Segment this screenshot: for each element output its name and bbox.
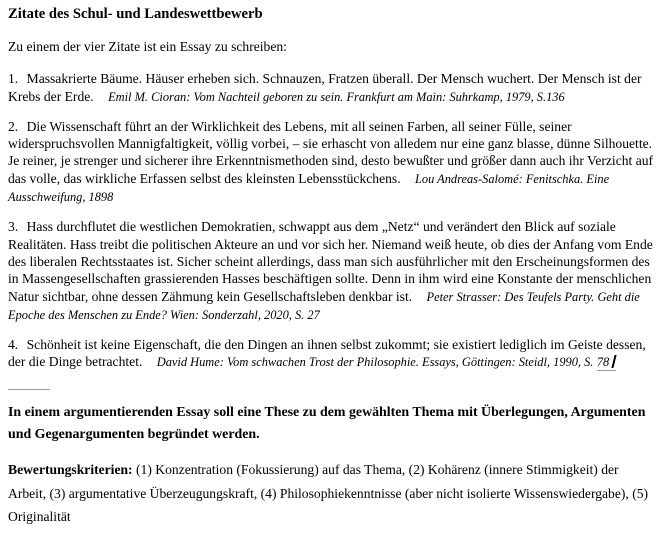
document-title: Zitate des Schul- und Landeswettbewerb xyxy=(8,6,263,22)
quote-4-text: Schönheit ist keine Eigenschaft, die den Dingen an ihnen selbst zukommt; sie existiert lediglich im Geiste dessen, der die Dinge betrachtet. xyxy=(8,337,646,370)
quote-2-citation: Lou Andreas-Salomé: Fenitschka. Eine Ausschweifung, 1898 xyxy=(8,171,610,205)
quote-2-paragraph xyxy=(8,118,655,206)
quote-3-citation: Peter Strasser: Des Teufels Party. Geht die Epoche des Menschen zu Ende? Wien: Sonderzahl, 2020, S. 27 xyxy=(8,289,640,322)
text-cursor xyxy=(612,355,617,368)
quote-1-citation: Emil M. Cioran: Vom Nachteil geboren zu sein. Frankfurt am Main: Suhrkamp, 1979, S.136 xyxy=(108,89,565,104)
intro-line: Zu einem der vier Zitate ist ein Essay zu schreiben: xyxy=(8,39,287,54)
criteria-label: Bewertungskriterien: xyxy=(8,462,133,478)
quote-4-paragraph xyxy=(8,336,655,390)
quote-4-citation: David Hume: Vom schwachen Trost der Philosophie. Essays, Göttingen: Steidl, 1990, S. xyxy=(156,355,594,370)
task-statement: In einem argumentierenden Essay soll eine These zu dem gewählten Thema mit Überlegungen, Argumenten und Gegenargumenten begründet werden. xyxy=(8,405,646,442)
quote-4-number: 4. xyxy=(8,337,19,353)
quote-3-text: Hass durchflutet die westlichen Demokratien, schwappt aus dem „Netz“ und verändert den Blick auf soziale Realitäten. Hass treibt die politischen Akteure an und vor sich her. Niemand weiß heute, ob dies der Anfang vom Ende des liberalen Rechtsstaates ist. Sicher scheint allerdings, dass man sich ausführlicher mit den Erscheinungsformen des in Massengesellschaften grassierenden Hasses beschäftigen sollte. Denn in ihm wird eine Konstante der menschlichen Natur sichtbar, ohne dessen Zähmung kein Gesellschaftsleben denkbar ist. xyxy=(8,219,653,304)
quote-2-text: Die Wissenschaft führt an der Wirklichkeit des Lebens, mit all seinen Farben, all seiner Fülle, seiner widerspruchsvollen Mannigfaltigkeit, völlig vorbei, – sie erhascht von alledem nur eine ganz blasse, dünne Silhouette. Je reiner, je strenger und sicherer ihre Erkenntnismethoden sind, desto bewußter und größer dann auch ihr Verzicht auf das volle, das wirkliche Erfassen selbst des kleinsten Lebensstückchens. xyxy=(8,118,654,186)
criteria-text: (1) Konzentration (Fokussierung) auf das Thema, (2) Kohärenz (innere Stimmigkeit) der Arbeit, (3) argumentative Überzeugungskraft, (4) Philosophiekenntnisse (aber nicht isolierte Wissenswiedergabe), (5) Originalität xyxy=(8,462,649,525)
quote-4-citation-page: 78 xyxy=(596,355,610,370)
quote-1-paragraph xyxy=(8,70,655,106)
quote-3-number: 3. xyxy=(8,219,19,235)
criteria-paragraph xyxy=(8,458,655,529)
cursor-trail-line xyxy=(8,384,50,385)
quote-1-number: 1. xyxy=(8,71,19,87)
quote-2-number: 2. xyxy=(8,118,19,134)
quote-3-paragraph xyxy=(8,218,655,324)
quote-1-text: Massakrierte Bäume. Häuser erheben sich. Schnauzen, Fratzen überall. Der Mensch wuchert. Der Mensch ist der Krebs der Erde. xyxy=(8,71,642,104)
